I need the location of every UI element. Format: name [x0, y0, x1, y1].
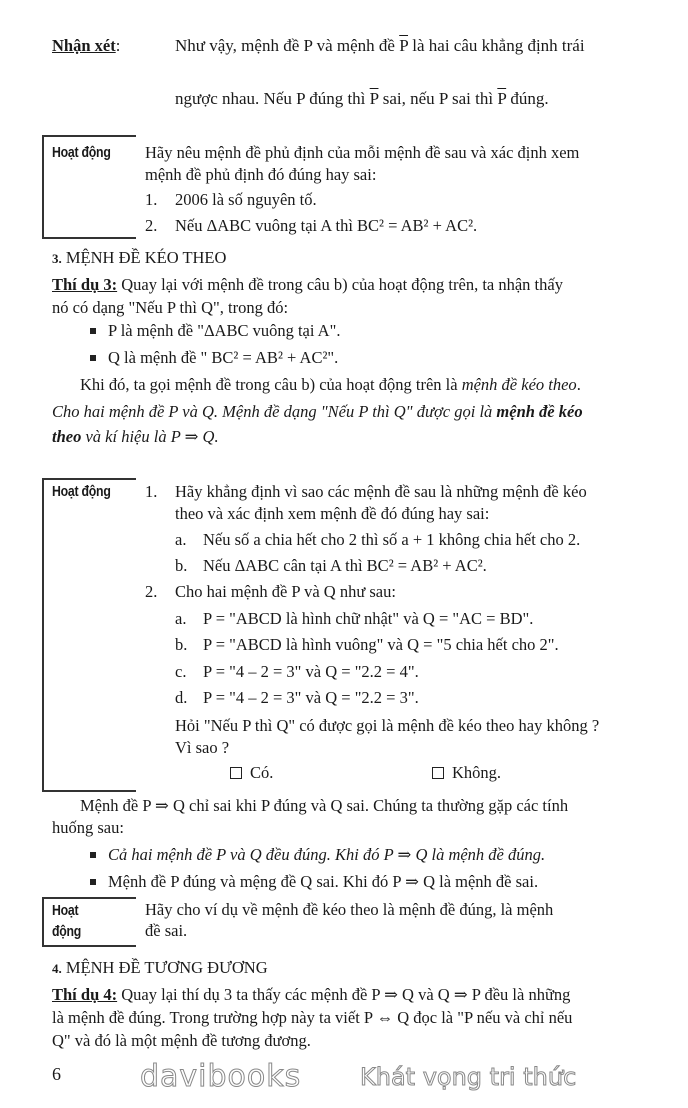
section-heading-3: 3. MỆNH ĐỀ KÉO THEO	[52, 248, 227, 267]
option-no[interactable]: Không.	[432, 763, 501, 783]
implication-line: Mệnh đề P ⇒ Q chỉ sai khi P đúng và Q sai. Chúng ta thường gặp các tính	[80, 796, 569, 815]
remark-line-2: ngược nhau. Nếu P đúng thì $\overline{P}$ sai, nếu P sai thì $\overline{P}$ đúng.	[175, 89, 549, 108]
activity-label: Hoạt động	[52, 483, 111, 500]
activity2-item: b. P = "ABCD là hình vuông" và Q = "5 chia hết cho 2".	[175, 635, 559, 654]
bullet-icon	[90, 355, 96, 361]
activity3-line: đề sai.	[145, 921, 188, 940]
example3-line: nó có dạng "Nếu P thì Q", trong đó:	[52, 298, 289, 317]
activity2-q2: 2. Cho hai mệnh đề P và Q như sau:	[145, 582, 396, 601]
example4-line: là mệnh đề đúng. Trong trường hợp này ta viết P ⇔ Q đọc là "P nếu và chỉ nếu	[52, 1008, 573, 1027]
watermark-slogan: Khát vọng tri thức	[360, 1063, 577, 1091]
example3-conclusion: Khi đó, ta gọi mệnh đề trong câu b) của hoạt động trên là mệnh đề kéo theo.	[80, 375, 581, 394]
implication-line: huống sau:	[52, 818, 124, 837]
activity2-item: c. P = "4 – 2 = 3" và Q = "2.2 = 4".	[175, 662, 419, 681]
bullet-icon	[90, 879, 96, 885]
activity-box-2	[42, 478, 136, 792]
activity2-item: a. Nếu số a chia hết cho 2 thì số a + 1 không chia hết cho 2.	[175, 530, 581, 549]
activity1-line: mệnh đề phủ định đó đúng hay sai:	[145, 165, 377, 184]
activity-label: Hoạt động	[52, 144, 111, 161]
watermark-brand: davibooks	[140, 1059, 302, 1094]
remark-label: Nhận xét:	[52, 36, 121, 55]
activity3-line: Hãy cho ví dụ về mệnh đề kéo theo là mệnh đề đúng, là mệnh	[145, 900, 554, 919]
activity-label: động	[52, 923, 82, 940]
example3-line: Thí dụ 3: Quay lại với mệnh đề trong câu b) của hoạt động trên, ta nhận thấy	[52, 275, 563, 294]
activity1-item: 1. 2006 là số nguyên tố.	[145, 190, 317, 209]
page-number: 6	[52, 1064, 61, 1084]
activity1-line: Hãy nêu mệnh đề phủ định của mỗi mệnh đề sau và xác định xem	[145, 143, 580, 162]
activity-label: Hoạt	[52, 902, 79, 919]
example3-bullet: P là mệnh đề "ΔABC vuông tại A".	[108, 321, 341, 340]
example4-line: Q" và đó là một mệnh đề tương đương.	[52, 1031, 311, 1050]
definition-line: Cho hai mệnh đề P và Q. Mệnh đề dạng "Nếu P thì Q" được gọi là mệnh đề kéo	[52, 402, 583, 421]
activity2-q1: 1. Hãy khẳng định vì sao các mệnh đề sau là những mệnh đề kéo	[145, 482, 587, 501]
activity2-q1-line: theo và xác định xem mệnh đề đó đúng hay sai:	[175, 504, 490, 523]
activity2-question: Vì sao ?	[175, 738, 230, 757]
activity1-item: 2. Nếu ΔABC vuông tại A thì BC² = AB² + AC².	[145, 216, 478, 235]
checkbox-icon[interactable]	[432, 767, 444, 779]
bullet-icon	[90, 852, 96, 858]
example4-line: Thí dụ 4: Quay lại thí dụ 3 ta thấy các mệnh đề P ⇒ Q và Q ⇒ P đều là những	[52, 985, 571, 1004]
implication-bullet: Cả hai mệnh đề P và Q đều đúng. Khi đó P ⇒ Q là mệnh đề đúng.	[108, 845, 546, 864]
remark-line-1: Như vậy, mệnh đề P và mệnh đề $\overline{P}$ là hai câu khẳng định trái	[175, 36, 585, 55]
activity2-question: Hỏi "Nếu P thì Q" có được gọi là mệnh đề kéo theo hay không ?	[175, 716, 600, 735]
activity2-item: d. P = "4 – 2 = 3" và Q = "2.2 = 3".	[175, 688, 419, 707]
bullet-icon	[90, 328, 96, 334]
example3-bullet: Q là mệnh đề " BC² = AB² + AC²".	[108, 348, 339, 367]
section-heading-4: 4. MỆNH ĐỀ TƯƠNG ĐƯƠNG	[52, 958, 268, 977]
activity2-item: a. P = "ABCD là hình chữ nhật" và Q = "AC = BD".	[175, 609, 534, 628]
checkbox-icon[interactable]	[230, 767, 242, 779]
definition-line: theo và kí hiệu là P ⇒ Q.	[52, 427, 219, 446]
implication-bullet: Mệnh đề P đúng và mệng đề Q sai. Khi đó P ⇒ Q là mệnh đề sai.	[108, 872, 539, 891]
option-yes[interactable]: Có.	[230, 763, 273, 783]
activity2-item: b. Nếu ΔABC cân tại A thì BC² = AB² + AC².	[175, 556, 487, 575]
